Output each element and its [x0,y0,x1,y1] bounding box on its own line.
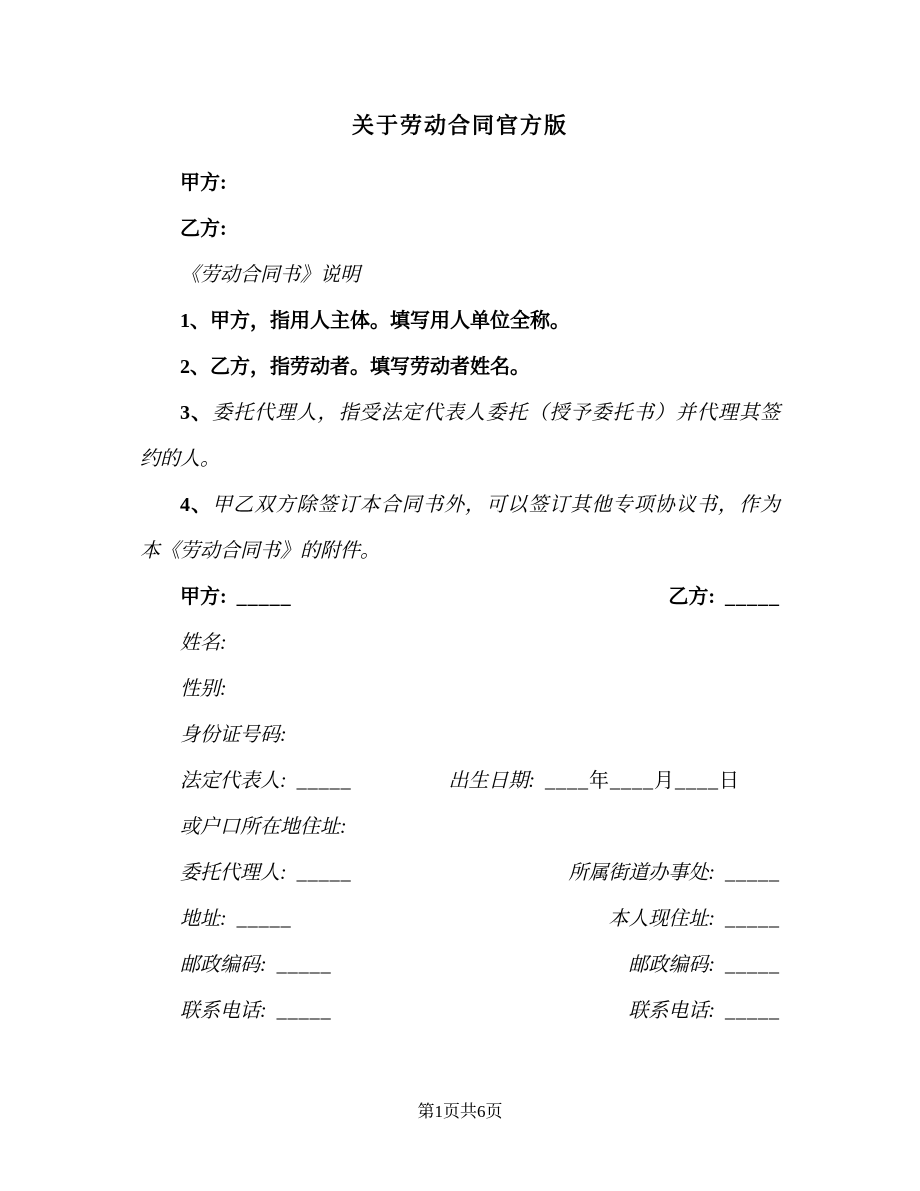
note-3-text-1: 委托代理人，指受法定代表人委托（授予委托书）并代理其签 [212,402,781,424]
field-agent [180,850,352,896]
party-a-heading: 甲方: [180,172,227,194]
row-postal-codes [140,942,780,988]
explanation-heading: 《劳动合同书》说明 [180,264,360,286]
note-3-line-1 [140,390,780,436]
field-gender: 性别: [180,678,227,700]
field-street-office [568,850,780,896]
signature-party-a [180,574,292,620]
field-postal-code-a-label: 邮政编码: [180,954,267,976]
row-address-current-address [140,896,780,942]
note-2 [140,344,780,390]
field-legal-rep [180,758,352,804]
signature-party-a-blank-line: _____ [236,586,292,608]
row-legal-rep-birth-date [140,758,780,804]
field-current-address-blank-line: _____ [725,908,780,930]
field-legal-rep-label: 法定代表人: [180,770,287,792]
field-phone-b-label: 联系电话: [628,1000,715,1022]
row-phones [140,988,780,1034]
note-4-line-1 [140,482,780,528]
field-address [180,896,292,942]
note-4-text-1: 甲乙双方除签订本合同书外，可以签订其他专项协议书，作为 [212,494,781,516]
signature-party-b-blank-line: _____ [725,586,780,608]
note-4 [140,482,780,574]
note-3-line-2: 约的人。 [140,448,220,470]
signature-party-b [668,574,780,620]
page-number-footer: 第1页共6页 [417,1102,503,1121]
note-1-text: 甲方，指用人主体。填写用人单位全称。 [210,310,570,332]
field-phone-a-label: 联系电话: [180,1000,267,1022]
note-3-number: 3、 [180,402,213,424]
page-title: 关于劳动合同官方版 [351,113,568,138]
field-agent-blank-line: _____ [296,862,352,884]
field-address-label: 地址: [180,908,227,930]
note-1 [140,298,780,344]
field-phone-a [180,988,332,1034]
field-birth-date-label: 出生日期: [448,770,535,792]
note-1-number: 1、 [180,310,210,332]
field-postal-code-a-blank-line: _____ [276,954,332,976]
field-phone-b [628,988,780,1034]
field-postal-code-b-label: 邮政编码: [628,954,715,976]
field-agent-label: 委托代理人: [180,862,287,884]
row-agent-street-office [140,850,780,896]
party-b-heading: 乙方: [180,218,227,240]
signature-party-a-label: 甲方: [180,586,227,608]
field-name: 姓名: [180,632,227,654]
signature-row [140,574,780,620]
field-address-blank-line: _____ [236,908,292,930]
field-id-number: 身份证号码: [180,724,287,746]
field-postal-code-b [628,942,780,988]
field-postal-code-b-blank-line: _____ [725,954,780,976]
note-2-text: 乙方，指劳动者。填写劳动者姓名。 [210,356,530,378]
field-current-address-label: 本人现住址: [608,908,715,930]
field-phone-b-blank-line: _____ [725,1000,780,1022]
field-birth-date [448,758,740,804]
field-postal-code-a [180,942,332,988]
field-birth-date-blank-line: ____年____月____日 [545,770,740,792]
field-phone-a-blank-line: _____ [276,1000,332,1022]
note-3 [140,390,780,482]
field-legal-rep-blank-line: _____ [296,770,352,792]
note-2-number: 2、 [180,356,210,378]
field-current-address [608,896,780,942]
signature-party-b-label: 乙方: [668,586,715,608]
field-street-office-blank-line: _____ [725,862,780,884]
field-household-address: 或户口所在地住址: [180,816,347,838]
note-4-line-2: 本《劳动合同书》的附件。 [140,540,380,562]
field-street-office-label: 所属街道办事处: [568,862,715,884]
note-4-number: 4、 [180,494,213,516]
